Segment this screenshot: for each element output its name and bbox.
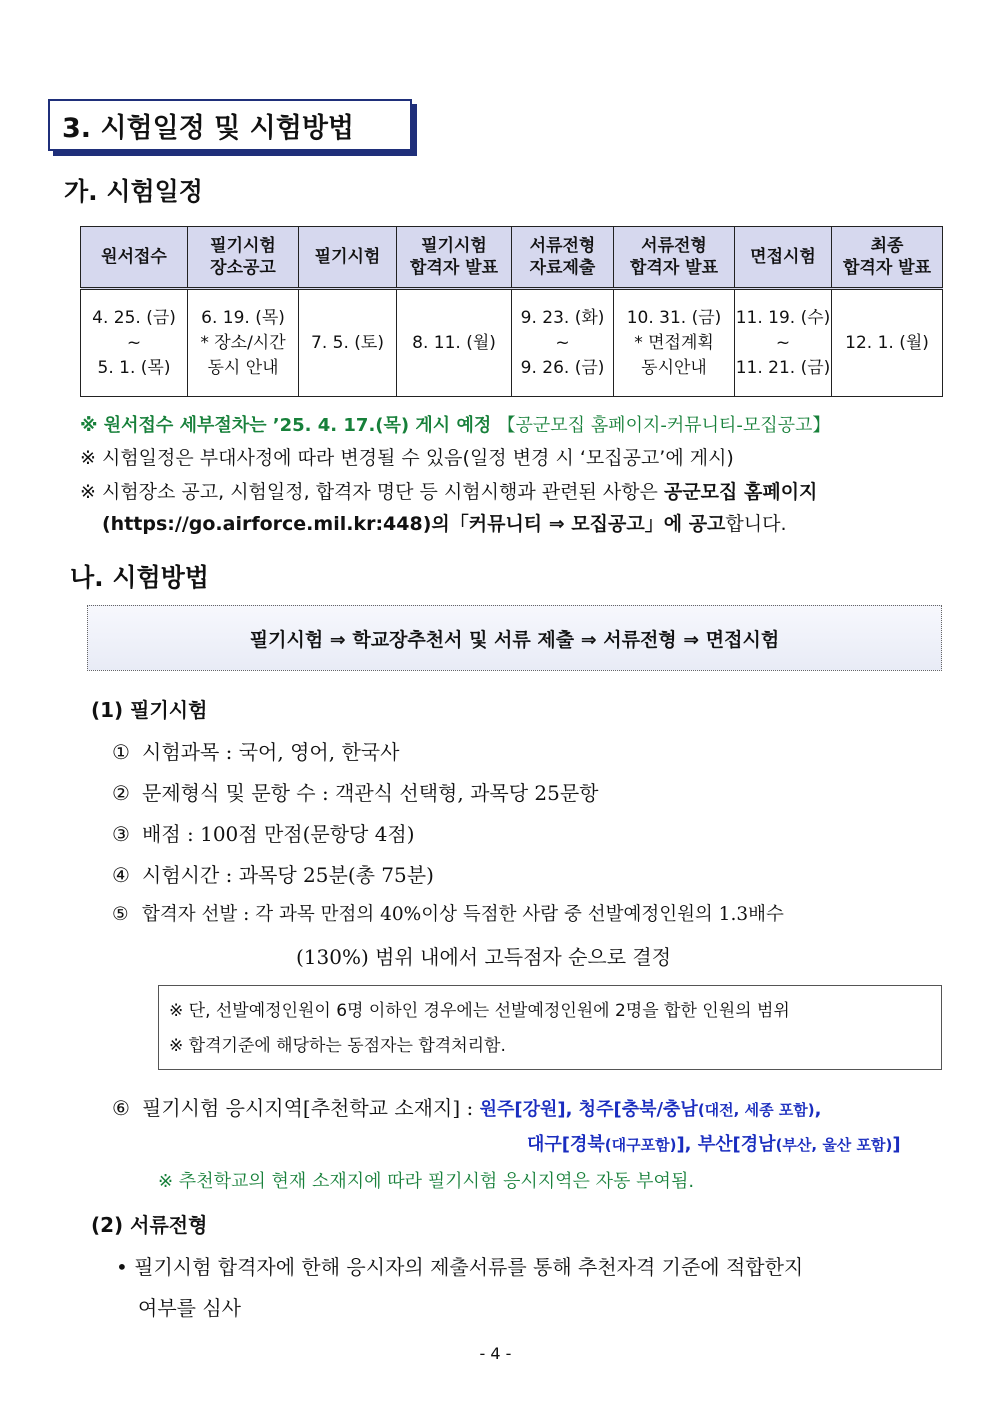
list-item: ③ 배점 : 100점 만점(문항당 4점)	[112, 822, 415, 846]
list-item: ④ 시험시간 : 과목당 25분(총 75분)	[112, 863, 434, 887]
list-item-cont: (130%) 범위 내에서 고득점자 순으로 결정	[296, 945, 672, 969]
header-cell: 원서접수	[81, 227, 188, 289]
header-cell: 필기시험	[299, 227, 397, 289]
date-cell: 10. 31. (금) * 면접계획 동시안내	[614, 289, 735, 397]
page-number: - 4 -	[479, 1344, 512, 1363]
written-exam-title: (1) 필기시험	[91, 698, 208, 722]
date-cell: 11. 19. (수) ~ 11. 21. (금)	[735, 289, 832, 397]
header-cell: 서류전형 자료제출	[512, 227, 614, 289]
subsection-b-title: 나. 시험방법	[70, 563, 209, 592]
date-cell: 6. 19. (목) * 장소/시간 동시 안내	[188, 289, 299, 397]
date-cell: 12. 1. (월)	[832, 289, 943, 397]
header-cell: 필기시험 합격자 발표	[397, 227, 512, 289]
header-cell: 면접시험	[735, 227, 832, 289]
selection-note-2: ※ 합격기준에 해당하는 동점자는 합격처리함.	[169, 1036, 506, 1056]
header-cell: 필기시험 장소공고	[188, 227, 299, 289]
schedule-date-row	[81, 289, 943, 397]
header-cell: 최종 합격자 발표	[832, 227, 943, 289]
schedule-table	[80, 226, 943, 397]
selection-note-1: ※ 단, 선발예정인원이 6명 이하인 경우에는 선발예정인원에 2명을 합한 인원의 범위	[169, 1001, 790, 1021]
document-screening-text-cont: 여부를 심사	[138, 1296, 241, 1320]
region-line-2: 대구[경북(대구포함)], 부산[경남(부산, 울산 포함)]	[527, 1134, 901, 1155]
list-item: ① 시험과목 : 국어, 영어, 한국사	[112, 740, 400, 764]
section-title: 3. 시험일정 및 시험방법	[62, 112, 354, 144]
header-cell: 서류전형 합격자 발표	[614, 227, 735, 289]
note-application-procedure: ※ 원서접수 세부절차는 ’25. 4. 17.(목) 게시 예정 【공군모집 홈페이지-커뮤니티-모집공고】	[80, 415, 831, 436]
schedule-header-row	[81, 227, 943, 289]
document-screening-title: (2) 서류전형	[91, 1213, 208, 1237]
note-schedule-change: ※ 시험일정은 부대사정에 따라 변경될 수 있음(일정 변경 시 ‘모집공고’에 게시)	[80, 447, 734, 469]
section-title-box	[48, 99, 412, 151]
document-screening-text: • 필기시험 합격자에 한해 응시자의 제출서류를 통해 추천자격 기준에 적합한지	[116, 1255, 804, 1279]
list-item: ⑤ 합격자 선발 : 각 과목 만점의 40%이상 득점한 사람 중 선발예정인원의 1.3배수	[112, 904, 784, 925]
note-announcement-cont: (https://go.airforce.mil.kr:448)의「커뮤니티 ⇒ 모집공고」에 공고합니다.	[102, 513, 787, 535]
list-item: ② 문제형식 및 문항 수 : 객관식 선택형, 과목당 25문항	[112, 781, 599, 805]
selection-note-box	[158, 985, 942, 1070]
date-cell: 9. 23. (화) ~ 9. 26. (금)	[512, 289, 614, 397]
region-note: ※ 추천학교의 현재 소재지에 따라 필기시험 응시지역은 자동 부여됨.	[158, 1171, 695, 1192]
date-cell: 8. 11. (월)	[397, 289, 512, 397]
subsection-a-title: 가. 시험일정	[64, 177, 203, 206]
exam-flow: 필기시험 ⇒ 학교장추천서 및 서류 제출 ⇒ 서류전형 ⇒ 면접시험	[249, 628, 780, 651]
exam-flow-box	[87, 605, 942, 671]
date-cell: 7. 5. (토)	[299, 289, 397, 397]
note-announcement: ※ 시험장소 공고, 시험일정, 합격자 명단 등 시험시행과 관련된 사항은 공군모집 홈페이지	[80, 481, 818, 503]
date-cell: 4. 25. (금) ~ 5. 1. (목)	[81, 289, 188, 397]
list-item-region: ⑥ 필기시험 응시지역[추천학교 소재지] : 원주[강원], 청주[충북/충남(대전, 세종 포함),	[112, 1096, 822, 1120]
